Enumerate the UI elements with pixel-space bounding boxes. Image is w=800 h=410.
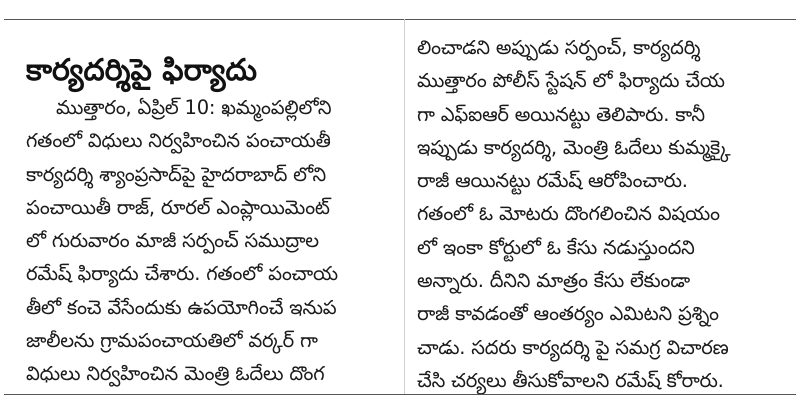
article-text-line: లో గురువారం మాజీ సర్పంచ్ సముద్రాల bbox=[26, 229, 319, 253]
article-text-line: విధులు నిర్వహించిన మెంత్రి ఓదేలు దొంగ bbox=[26, 362, 325, 386]
bottom-rule bbox=[4, 394, 796, 395]
article-text-line: లో ఇంకా కోర్టులో ఓ కేసు నడుస్తుందని bbox=[417, 235, 695, 259]
article-text-line: ముత్తారం పోలీస్ స్టేషన్ లో ఫిర్యాదు చేయ bbox=[417, 69, 725, 93]
article-text-line: లించాడని అప్పుడు సర్పంచ్, కార్యదర్శి bbox=[417, 36, 701, 59]
article-text-line: చేసి చర్యలు తీసుకోవాలని రమేష్ కోరారు. bbox=[417, 368, 724, 392]
article-headline: కార్యదర్శిపై ఫిర్యాదు bbox=[26, 53, 258, 89]
article-text-line: తీలో కంచె వేసేందుకు ఉపయోగించే ఇనుప bbox=[26, 295, 337, 319]
article-text-line: ఇప్పుడు కార్యదర్శి, మెంత్రి ఓదేలు కుమ్మక్కై bbox=[417, 135, 731, 159]
article-text-line: కార్యదర్శి శ్యాంప్రసాద్‌పై హైదరాబాద్ లోని bbox=[26, 162, 327, 186]
article-left-column bbox=[26, 91, 392, 391]
top-rule bbox=[4, 19, 796, 20]
article-text-line: ముత్తారం, ఏప్రిల్ 10: ఖమ్మంపల్లిలోని bbox=[56, 96, 332, 119]
article-text-line: గతంలో విధులు నిర్వహించిన పంచాయతీ bbox=[26, 129, 331, 153]
article-text-line: పంచాయితీ రాజ్, రూరల్ ఎంప్లాయిమెంట్ bbox=[26, 195, 330, 219]
column-divider bbox=[404, 19, 405, 394]
article-text-line: చాడు. సదరు కార్యదర్శి పై సమగ్ర విచారణ bbox=[417, 335, 729, 359]
article-text-line: రాజీ కావడంతో ఆంతర్యం ఎమిటని ప్రశ్నిం bbox=[417, 302, 719, 326]
article-text-line: రమేష్ ఫిర్యాదు చేశారు. గతంలో పంచాయ bbox=[26, 262, 338, 286]
article-right-column bbox=[417, 31, 787, 397]
article-text-line: అన్నారు. దీనిని మాత్రం కేసు లేకుండా bbox=[417, 269, 690, 293]
article-text-line: జాలీలను గ్రామపంచాయతిలో వర్కర్ గా bbox=[26, 329, 318, 353]
article-text-line: గా ఎఫ్ఐఆర్ అయినట్టు తెలిపారు. కానీ bbox=[417, 102, 705, 126]
article-text-line: రాజీ ఆయినట్టు రమేష్ ఆరోపించారు. bbox=[417, 169, 688, 193]
article-text-line: గతంలో ఓ మోటరు దొంగలించిన విషయం bbox=[417, 202, 720, 226]
